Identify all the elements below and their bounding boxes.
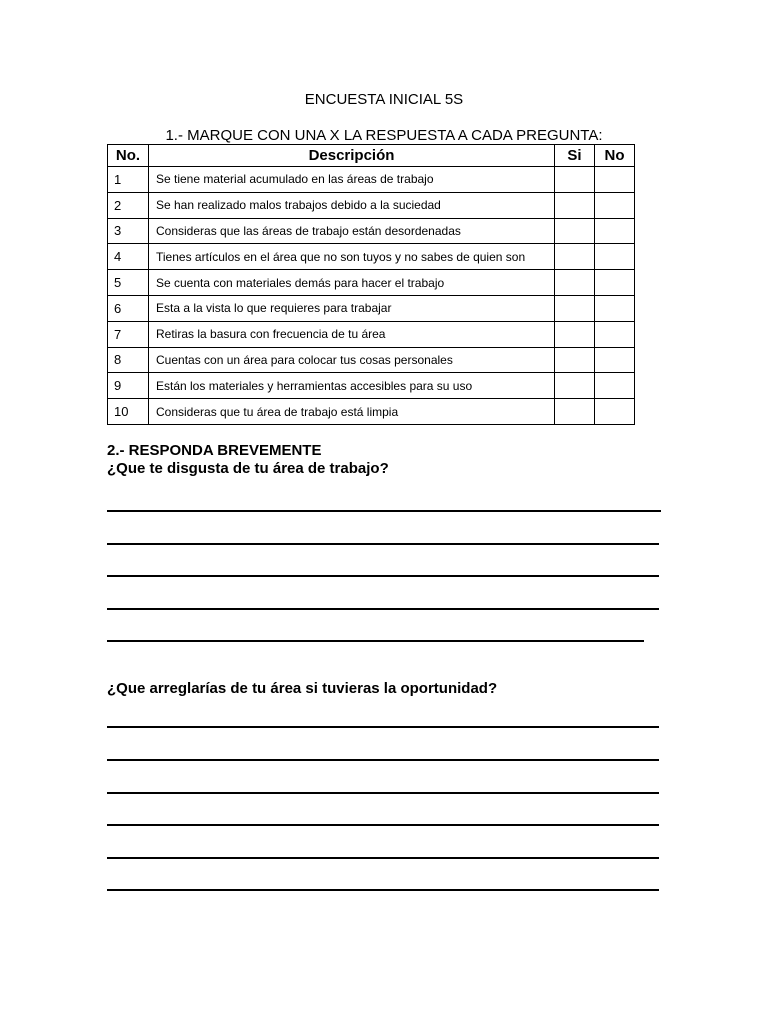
answer-line[interactable] <box>107 575 659 577</box>
table-row <box>108 244 635 270</box>
row-description: Están los materiales y herramientas accesibles para su uso <box>149 373 555 399</box>
row-number: 10 <box>108 399 149 425</box>
table-row <box>108 321 635 347</box>
answer-line[interactable] <box>107 889 659 891</box>
row-number: 1 <box>108 167 149 193</box>
answer-line[interactable] <box>107 510 661 512</box>
header-description: Descripción <box>149 145 555 167</box>
table-row <box>108 192 635 218</box>
answer-si-cell[interactable] <box>555 347 595 373</box>
answer-si-cell[interactable] <box>555 270 595 296</box>
answer-line[interactable] <box>107 726 659 728</box>
row-description: Tienes artículos en el área que no son tuyos y no sabes de quien son <box>149 244 555 270</box>
answer-line[interactable] <box>107 857 659 859</box>
row-description: Se tiene material acumulado en las áreas de trabajo <box>149 167 555 193</box>
answer-si-cell[interactable] <box>555 167 595 193</box>
answer-line[interactable] <box>107 640 644 642</box>
row-number: 5 <box>108 270 149 296</box>
row-description: Se cuenta con materiales demás para hacer el trabajo <box>149 270 555 296</box>
answer-line[interactable] <box>107 792 659 794</box>
row-number: 4 <box>108 244 149 270</box>
row-description: Se han realizado malos trabajos debido a la suciedad <box>149 192 555 218</box>
question-dislike: ¿Que te disgusta de tu área de trabajo? <box>107 460 389 477</box>
answer-no-cell[interactable] <box>595 347 635 373</box>
row-description: Cuentas con un área para colocar tus cosas personales <box>149 347 555 373</box>
table-row <box>108 373 635 399</box>
header-si: Si <box>555 145 595 167</box>
answer-si-cell[interactable] <box>555 295 595 321</box>
table-header-row <box>108 145 635 167</box>
answer-no-cell[interactable] <box>595 399 635 425</box>
section1-heading: 1.- MARQUE CON UNA X LA RESPUESTA A CADA PREGUNTA: <box>165 127 603 144</box>
answer-si-cell[interactable] <box>555 192 595 218</box>
header-no: No. <box>108 145 149 167</box>
row-number: 3 <box>108 218 149 244</box>
answer-no-cell[interactable] <box>595 295 635 321</box>
answer-no-cell[interactable] <box>595 218 635 244</box>
answer-no-cell[interactable] <box>595 270 635 296</box>
header-no-answer: No <box>595 145 635 167</box>
answer-si-cell[interactable] <box>555 399 595 425</box>
row-description: Consideras que las áreas de trabajo están desordenadas <box>149 218 555 244</box>
answer-si-cell[interactable] <box>555 218 595 244</box>
row-description: Esta a la vista lo que requieres para trabajar <box>149 295 555 321</box>
table-row <box>108 270 635 296</box>
answer-si-cell[interactable] <box>555 244 595 270</box>
survey-table <box>107 144 635 425</box>
table-row <box>108 167 635 193</box>
answer-line[interactable] <box>107 824 659 826</box>
table-row <box>108 399 635 425</box>
answer-line[interactable] <box>107 759 659 761</box>
row-number: 7 <box>108 321 149 347</box>
row-number: 2 <box>108 192 149 218</box>
row-number: 8 <box>108 347 149 373</box>
answer-no-cell[interactable] <box>595 321 635 347</box>
question-improve: ¿Que arreglarías de tu área si tuvieras la oportunidad? <box>107 680 498 697</box>
answer-no-cell[interactable] <box>595 167 635 193</box>
section2-heading: 2.- RESPONDA BREVEMENTE <box>107 442 322 459</box>
survey-title: ENCUESTA INICIAL 5S <box>304 91 464 108</box>
row-number: 6 <box>108 295 149 321</box>
table-row <box>108 347 635 373</box>
answer-line[interactable] <box>107 608 659 610</box>
answer-si-cell[interactable] <box>555 321 595 347</box>
table-row <box>108 218 635 244</box>
row-number: 9 <box>108 373 149 399</box>
answer-no-cell[interactable] <box>595 373 635 399</box>
answer-line[interactable] <box>107 543 659 545</box>
row-description: Consideras que tu área de trabajo está limpia <box>149 399 555 425</box>
row-description: Retiras la basura con frecuencia de tu área <box>149 321 555 347</box>
table-row <box>108 295 635 321</box>
answer-no-cell[interactable] <box>595 192 635 218</box>
answer-no-cell[interactable] <box>595 244 635 270</box>
answer-si-cell[interactable] <box>555 373 595 399</box>
